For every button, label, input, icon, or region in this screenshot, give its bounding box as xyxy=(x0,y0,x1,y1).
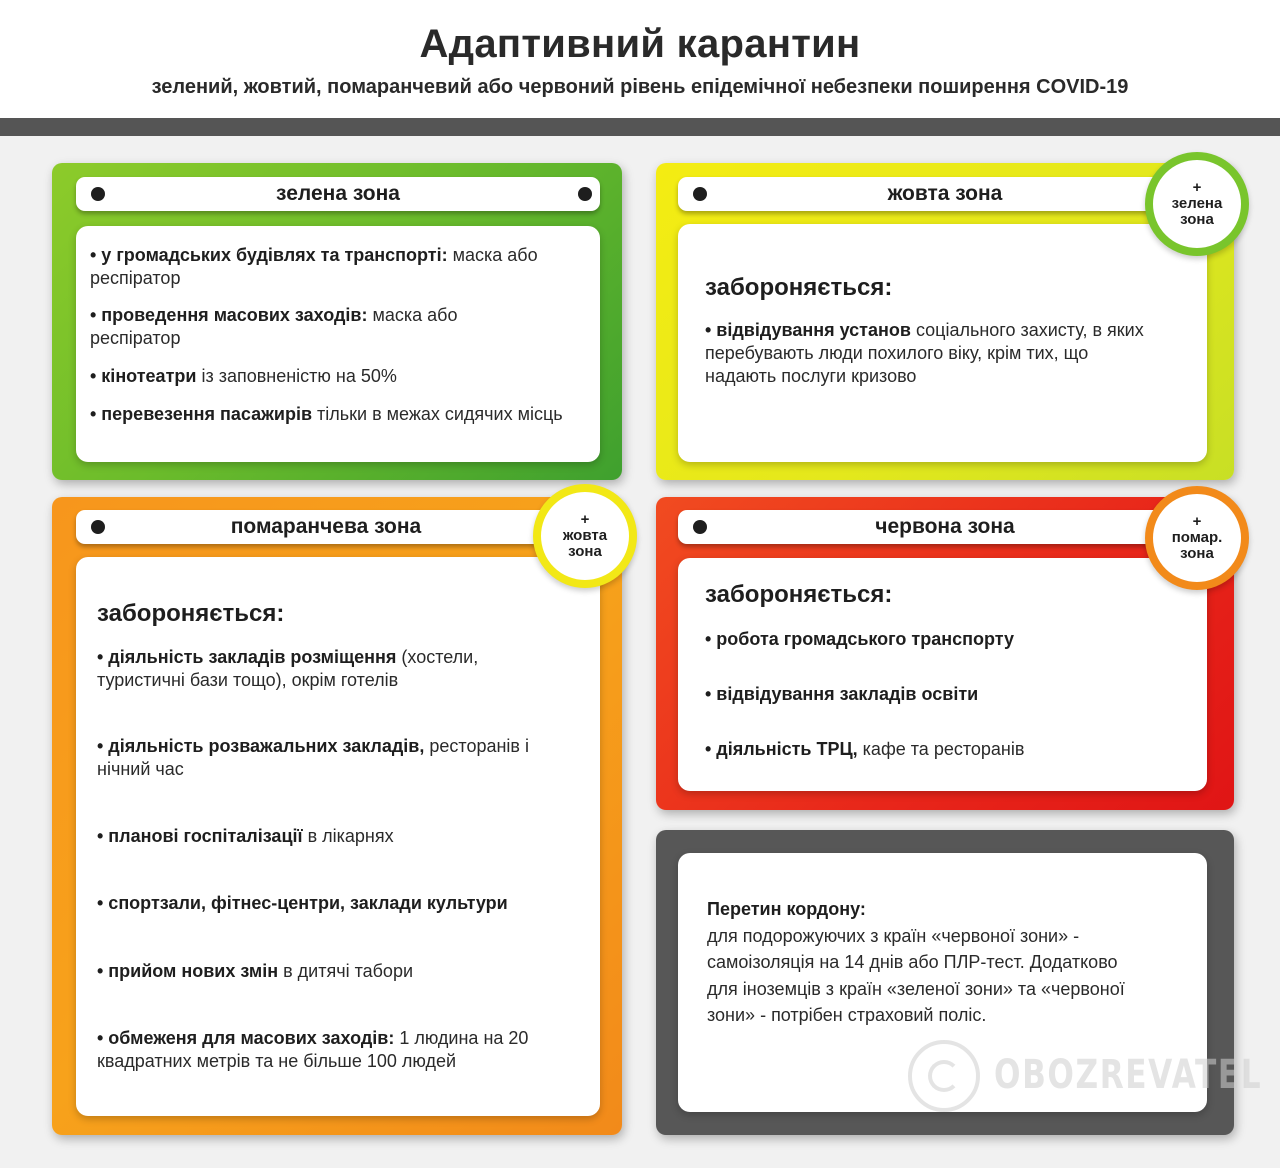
orange-zone-title: помаранчева зона xyxy=(230,515,422,538)
red-zone-item: • робота громадського транспорту xyxy=(705,629,1015,649)
orange-zone-panel xyxy=(76,557,600,1116)
orange-zone-item: • прийом нових змін в дитячі табори xyxy=(97,961,414,981)
orange-zone-heading: забороняється: xyxy=(97,600,285,627)
obozrevatel-logo-icon xyxy=(908,1040,980,1112)
red-zone-badge: + помар. зона xyxy=(1145,486,1249,590)
orange-zone-card xyxy=(52,497,622,1135)
yellow-zone-panel xyxy=(678,224,1207,462)
green-zone-item: • кінотеатри із заповненістю на 50% xyxy=(90,366,397,386)
obozrevatel-watermark xyxy=(908,1040,1263,1112)
yellow-zone-item: • відвідування установ соціального захисту, в яких перебувають люди похилого віку, крім тих, що надають послуги кризово xyxy=(705,320,1144,386)
green-zone-item: • у громадських будівлях та транспорті: маска або респіратор xyxy=(90,245,538,288)
page-header xyxy=(0,0,1280,118)
green-zone-item: • проведення масових заходів: маска або респіратор xyxy=(90,305,458,348)
border-crossing-heading: Перетин кордону: xyxy=(707,899,866,919)
green-zone-title: зелена зона xyxy=(276,182,400,205)
pill-dot-left xyxy=(91,520,105,534)
pill-dot-right xyxy=(578,187,592,201)
orange-zone-item: • планові госпіталізації в лікарнях xyxy=(97,826,394,846)
green-zone-panel xyxy=(76,226,600,462)
border-crossing-body: для подорожуючих з країн «червоної зони» - самоізоляція на 14 днів або ПЛР-тест. Додатково для іноземців з країн «зеленої зони» та «червоної зони» - потрібен страховий поліс. xyxy=(707,925,1125,1025)
obozrevatel-brand-text: OBOZREVATEL xyxy=(994,1052,1263,1098)
red-zone-heading: забороняється: xyxy=(705,581,893,608)
yellow-zone-title: жовта зона xyxy=(887,182,1003,205)
pill-dot-left xyxy=(693,520,707,534)
red-zone-title: червона зона xyxy=(875,515,1015,538)
page-title: Адаптивний карантин xyxy=(419,22,861,66)
yellow-zone-title-pill xyxy=(678,177,1212,211)
red-zone-panel xyxy=(678,558,1207,791)
red-zone-item: • діяльність ТРЦ, кафе та ресторанів xyxy=(705,739,1025,759)
border-crossing-text xyxy=(707,896,1147,1029)
green-zone-item: • перевезення пасажирів тільки в межах сидячих місць xyxy=(90,404,563,424)
orange-zone-badge: + жовта зона xyxy=(533,484,637,588)
pill-dot-left xyxy=(693,187,707,201)
green-zone-card xyxy=(52,163,622,480)
yellow-zone-badge: + зелена зона xyxy=(1145,152,1249,256)
orange-zone-item: • діяльність закладів розміщення (хостели, туристичні бази тощо), окрім готелів xyxy=(97,647,479,690)
header-divider xyxy=(0,118,1280,136)
orange-zone-item: • діяльність розважальних закладів, ресторанів і нічний час xyxy=(97,736,529,779)
red-zone-item: • відвідування закладів освіти xyxy=(705,684,979,704)
yellow-zone-heading: забороняється: xyxy=(705,274,893,301)
pill-dot-left xyxy=(91,187,105,201)
orange-zone-item: • обмеженя для масових заходів: 1 людина на 20 квадратних метрів та не більше 100 людей xyxy=(97,1028,529,1071)
orange-zone-title-pill xyxy=(76,510,576,544)
green-zone-title-pill xyxy=(76,177,600,211)
page-subtitle: зелений, жовтий, помаранчевий або червоний рівень епідемічної небезпеки поширення COVID-19 xyxy=(151,76,1129,98)
red-zone-title-pill xyxy=(678,510,1212,544)
orange-zone-item: • спортзали, фітнес-центри, заклади культури xyxy=(97,893,508,913)
